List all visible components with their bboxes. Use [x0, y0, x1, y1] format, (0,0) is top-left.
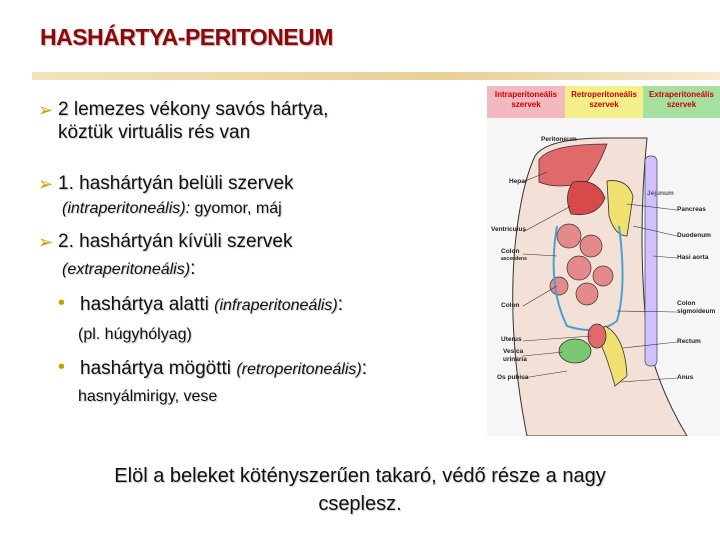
label-colon: Colon — [501, 302, 520, 309]
sub-bullet-1 — [80, 294, 343, 316]
label-jejunum: Jejunum — [647, 190, 674, 197]
footer-line-2: cseplesz. — [318, 493, 402, 515]
sub-bullet-2-note: hasnyálmirigy, vese — [78, 388, 218, 405]
bullet-1-line-2: köztük virtuális rés van — [58, 122, 251, 143]
label-colon-ascendens: Colon — [501, 248, 520, 255]
arrow-bullet-icon: ➢ — [38, 100, 54, 120]
bullet-3: 2. hashártyán kívüli szervek — [58, 231, 293, 252]
label-colon-sigmoideum: Colon — [677, 300, 696, 307]
label-hasi-aorta: Hasi aorta — [677, 254, 709, 261]
bullet-1-line-1: 2 lemezes vékony savós hártya, — [58, 99, 329, 120]
arrow-bullet-icon: ➢ — [38, 174, 54, 194]
bullet-1 — [58, 98, 328, 144]
anatomy-figure — [487, 86, 720, 436]
sub-bullet-1-colon: : — [337, 294, 344, 315]
label-colon-sigmoideum-2: sigmoideum — [677, 308, 716, 315]
sub-bullet-2-colon: : — [361, 358, 367, 379]
label-peritoneum: Peritoneum — [541, 136, 577, 143]
bullet-2-sub — [62, 200, 282, 218]
sub-bullet-2 — [80, 358, 367, 380]
arrow-bullet-icon: ➢ — [38, 232, 54, 252]
label-rectum: Rectum — [677, 338, 701, 345]
footer-note — [30, 462, 690, 518]
label-pancreas: Pancreas — [677, 206, 706, 213]
bullet-2: 1. hashártyán belüli szervek — [58, 173, 294, 194]
spine-shape — [645, 156, 657, 366]
title-underline — [32, 72, 720, 80]
bullet-3-sub-colon: : — [190, 258, 196, 279]
bullet-2-sub-rest: gyomor, máj — [190, 200, 282, 217]
label-duodenum: Duodenum — [677, 232, 711, 239]
bullet-2-sub-italic: (intraperitoneális): — [62, 200, 191, 217]
label-vesica: Vesica — [503, 348, 524, 355]
label-hepar: Hepar — [509, 178, 528, 185]
label-uterus: Uterus — [501, 336, 522, 343]
label-vesica-2: urinaria — [503, 356, 527, 363]
label-ventriculus: Ventriculus — [491, 226, 527, 233]
sub-bullet-1-italic: (infraperitoneális) — [214, 297, 338, 314]
header-intraperitoneal: Intraperitoneális szervek — [487, 86, 565, 118]
sub-bullet-2-italic: (retroperitoneális) — [236, 361, 362, 378]
footer-line-1: Elöl a beleket kötényszerűen takaró, védő része a nagy — [114, 465, 606, 487]
dot-bullet-icon: • — [58, 292, 66, 314]
sub-bullet-1-text: hashártya alatti — [80, 294, 215, 315]
header-retroperitoneal: Retroperitoneális szervek — [565, 86, 643, 118]
page-title: HASHÁRTYA-PERITONEUM — [40, 24, 333, 50]
bladder-shape — [559, 339, 591, 363]
header-extraperitoneal: Extraperitoneális szervek — [643, 86, 720, 118]
sub-bullet-2-text: hashártya mögötti — [80, 358, 237, 379]
label-os-pubica: Os pubica — [497, 374, 529, 381]
bullet-3-sub — [62, 258, 195, 280]
sub-bullet-1-note: (pl. húgyhólyag) — [78, 326, 192, 343]
label-anus: Anus — [677, 374, 694, 381]
label-colon-ascendens-2: ascendens — [501, 256, 527, 262]
bullet-3-sub-italic: (extraperitoneális) — [62, 261, 191, 278]
abdomen-outline — [513, 138, 687, 436]
dot-bullet-icon: • — [58, 356, 66, 378]
